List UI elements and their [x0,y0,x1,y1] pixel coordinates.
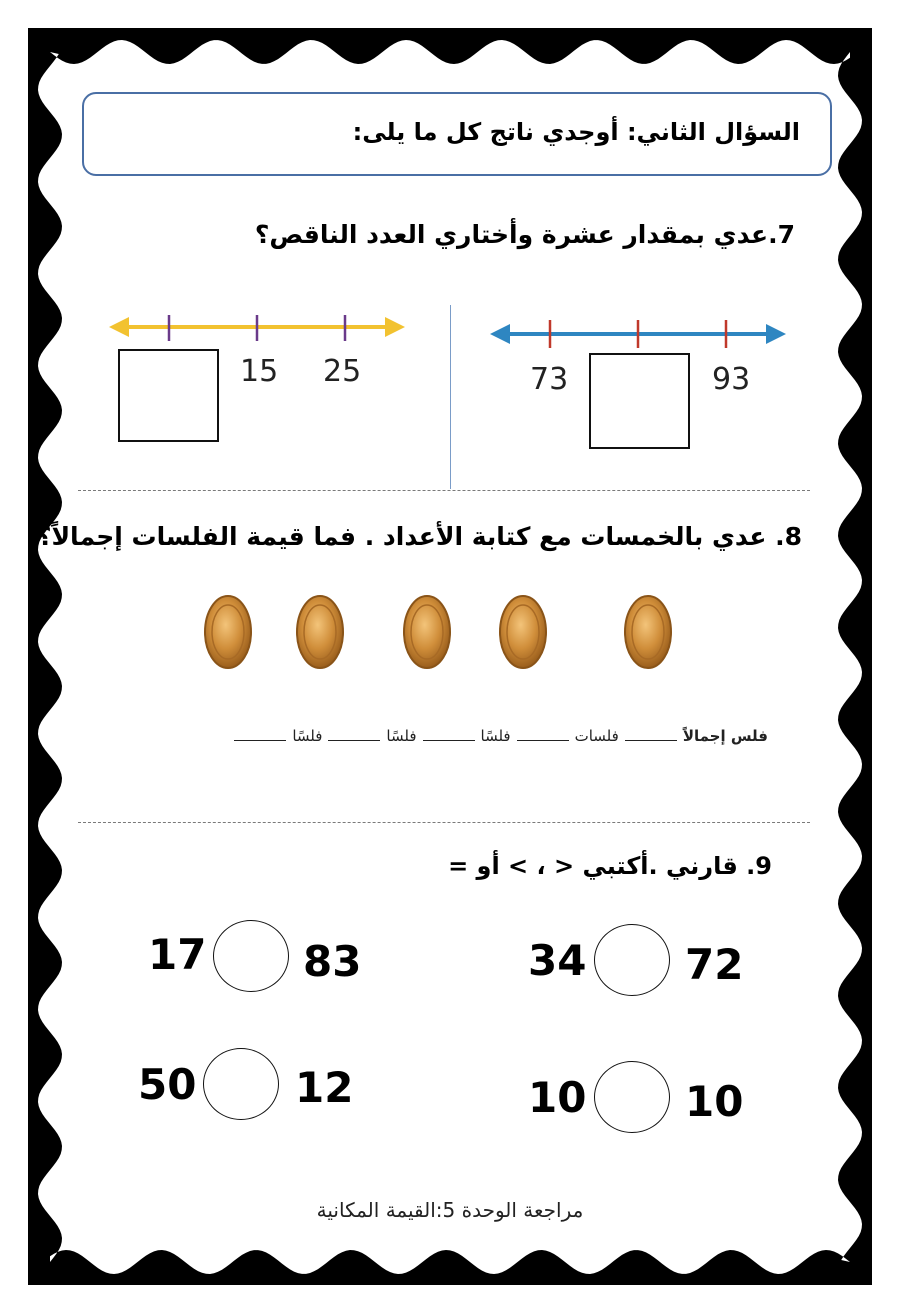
compare-number: 10 [685,1077,744,1126]
answer-blank[interactable] [625,740,677,741]
arrow-left-icon [490,324,510,344]
coin-icon [404,596,450,668]
compare-number: 72 [685,940,744,989]
total-word: فلس إجمالاً [682,727,768,745]
compare-number: 34 [528,936,587,985]
coin-icon [205,596,251,668]
coin-icon [500,596,546,668]
vertical-divider [450,305,451,489]
coin-word: فلسًا [480,727,511,745]
dashed-separator [78,822,810,823]
number-label-73: 73 [530,362,569,397]
coin-counting-sentence [228,727,768,745]
compare-number: 83 [303,937,362,986]
arrow-right-icon [766,324,786,344]
compare-circle[interactable] [203,1048,279,1120]
arrow-left-icon [109,317,129,337]
coin-icon [625,596,671,668]
answer-box-right[interactable] [589,353,690,449]
coin-word: فلسًا [386,727,417,745]
compare-circle[interactable] [213,920,289,992]
coins-row [0,590,900,680]
number-label-15: 15 [240,354,279,389]
compare-number: 50 [138,1060,197,1109]
compare-number: 17 [148,930,207,979]
answer-blank[interactable] [423,740,475,741]
footer-unit-title: مراجعة الوحدة 5:القيمة المكانية [316,1198,584,1222]
compare-number: 12 [295,1063,354,1112]
answer-blank[interactable] [234,740,286,741]
question-header-text: السؤال الثاني: أوجدي ناتج كل ما يلى: [352,118,800,146]
coin-word: فلسًا [292,727,323,745]
number-line-right [488,318,793,358]
question-9-title: 9. قارني .أكتبي < ، > أو = [448,852,772,880]
arrow-right-icon [385,317,405,337]
compare-circle[interactable] [594,1061,670,1133]
coin-word: فلسات [574,727,619,745]
compare-number: 10 [528,1073,587,1122]
compare-circle[interactable] [594,924,670,996]
answer-blank[interactable] [517,740,569,741]
question-7-title: 7.عدي بمقدار عشرة وأختاري العدد الناقص؟ [254,220,795,249]
coin-icon [297,596,343,668]
answer-box-left[interactable] [118,349,219,442]
number-label-93: 93 [712,362,751,397]
question-8-title: 8. عدي بالخمسات مع كتابة الأعداد . فما قيمة الفلسات إجمالاً؟ [36,522,802,551]
number-label-25: 25 [323,354,362,389]
dashed-separator [78,490,810,491]
answer-blank[interactable] [328,740,380,741]
